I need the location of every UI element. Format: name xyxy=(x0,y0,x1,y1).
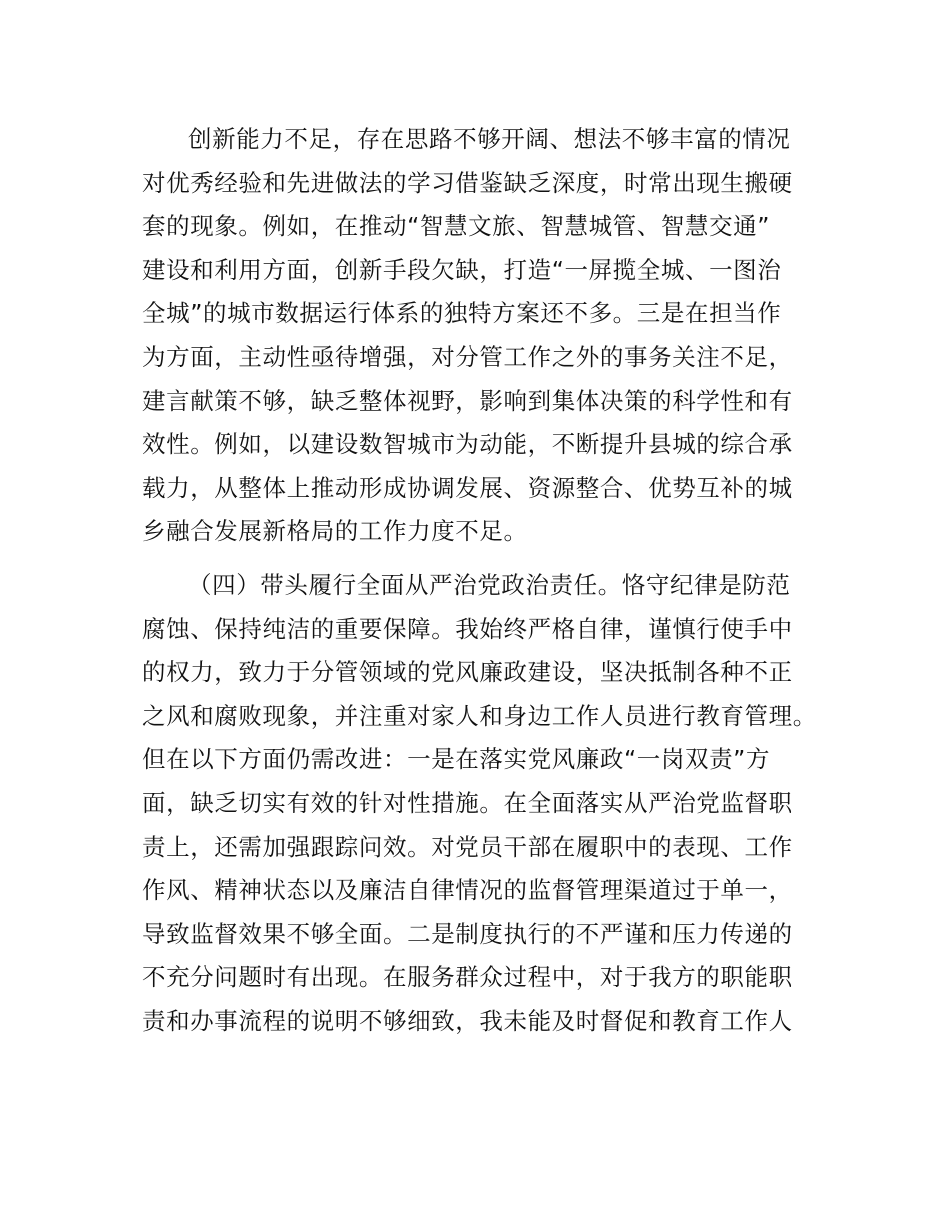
paragraph-party-discipline xyxy=(142,564,832,1044)
text-line: 的权力，致力于分管领域的党风廉政建设，坚决抵制各种不正 xyxy=(142,658,793,687)
text-line: 但在以下方面仍需改进：一是在落实党风廉政“一岗双责”方 xyxy=(142,745,771,774)
text-line: 为方面，主动性亟待增强，对分管工作之外的事务关注不足， xyxy=(142,342,793,371)
text-line: 不充分问题时有出现。在服务群众过程中，对于我方的职能职 xyxy=(142,963,793,992)
text-line: 责上，还需加强跟踪问效。对党员干部在履职中的表现、工作 xyxy=(142,832,793,861)
text-line: 之风和腐败现象，并注重对家人和身边工作人员进行教育管理。 xyxy=(142,701,817,730)
text-line: 建言献策不够，缺乏整体视野，影响到集体决策的科学性和有 xyxy=(142,386,793,415)
text-line: 导致监督效果不够全面。二是制度执行的不严谨和压力传递的 xyxy=(142,919,793,948)
section-heading-line: （四）带头履行全面从严治党政治责任。恪守纪律是防范 xyxy=(188,570,791,599)
text-line: 腐蚀、保持纯洁的重要保障。我始终严格自律，谨慎行使手中 xyxy=(142,614,793,643)
paragraph-spacer xyxy=(142,554,832,564)
text-line: 创新能力不足，存在思路不够开阔、想法不够丰富的情况 xyxy=(188,125,791,153)
text-line: 建设和利用方面，创新手段欠缺，打造“一屏揽全城、一图治 xyxy=(142,255,782,284)
text-line: 效性。例如，以建设数智城市为动能，不断提升县城的综合承 xyxy=(142,430,793,459)
text-line: 责和办事流程的说明不够细致，我未能及时督促和教育工作人 xyxy=(142,1006,793,1035)
text-line: 载力，从整体上推动形成协调发展、资源整合、优势互补的城 xyxy=(142,473,793,502)
text-line: 乡融合发展新格局的工作力度不足。 xyxy=(142,517,528,546)
text-line: 面，缺乏切实有效的针对性措施。在全面落实从严治党监督职 xyxy=(142,788,793,817)
text-line: 对优秀经验和先进做法的学习借鉴缺乏深度，时常出现生搬硬 xyxy=(142,168,793,197)
document-body xyxy=(142,118,832,1043)
text-line: 套的现象。例如，在推动“智慧文旅、智慧城管、智慧交通” xyxy=(142,212,771,241)
text-line: 全城”的城市数据运行体系的独特方案还不多。三是在担当作 xyxy=(142,299,782,328)
paragraph-innovation xyxy=(142,118,832,554)
text-line: 作风、精神状态以及廉洁自律情况的监督管理渠道过于单一， xyxy=(142,876,793,905)
